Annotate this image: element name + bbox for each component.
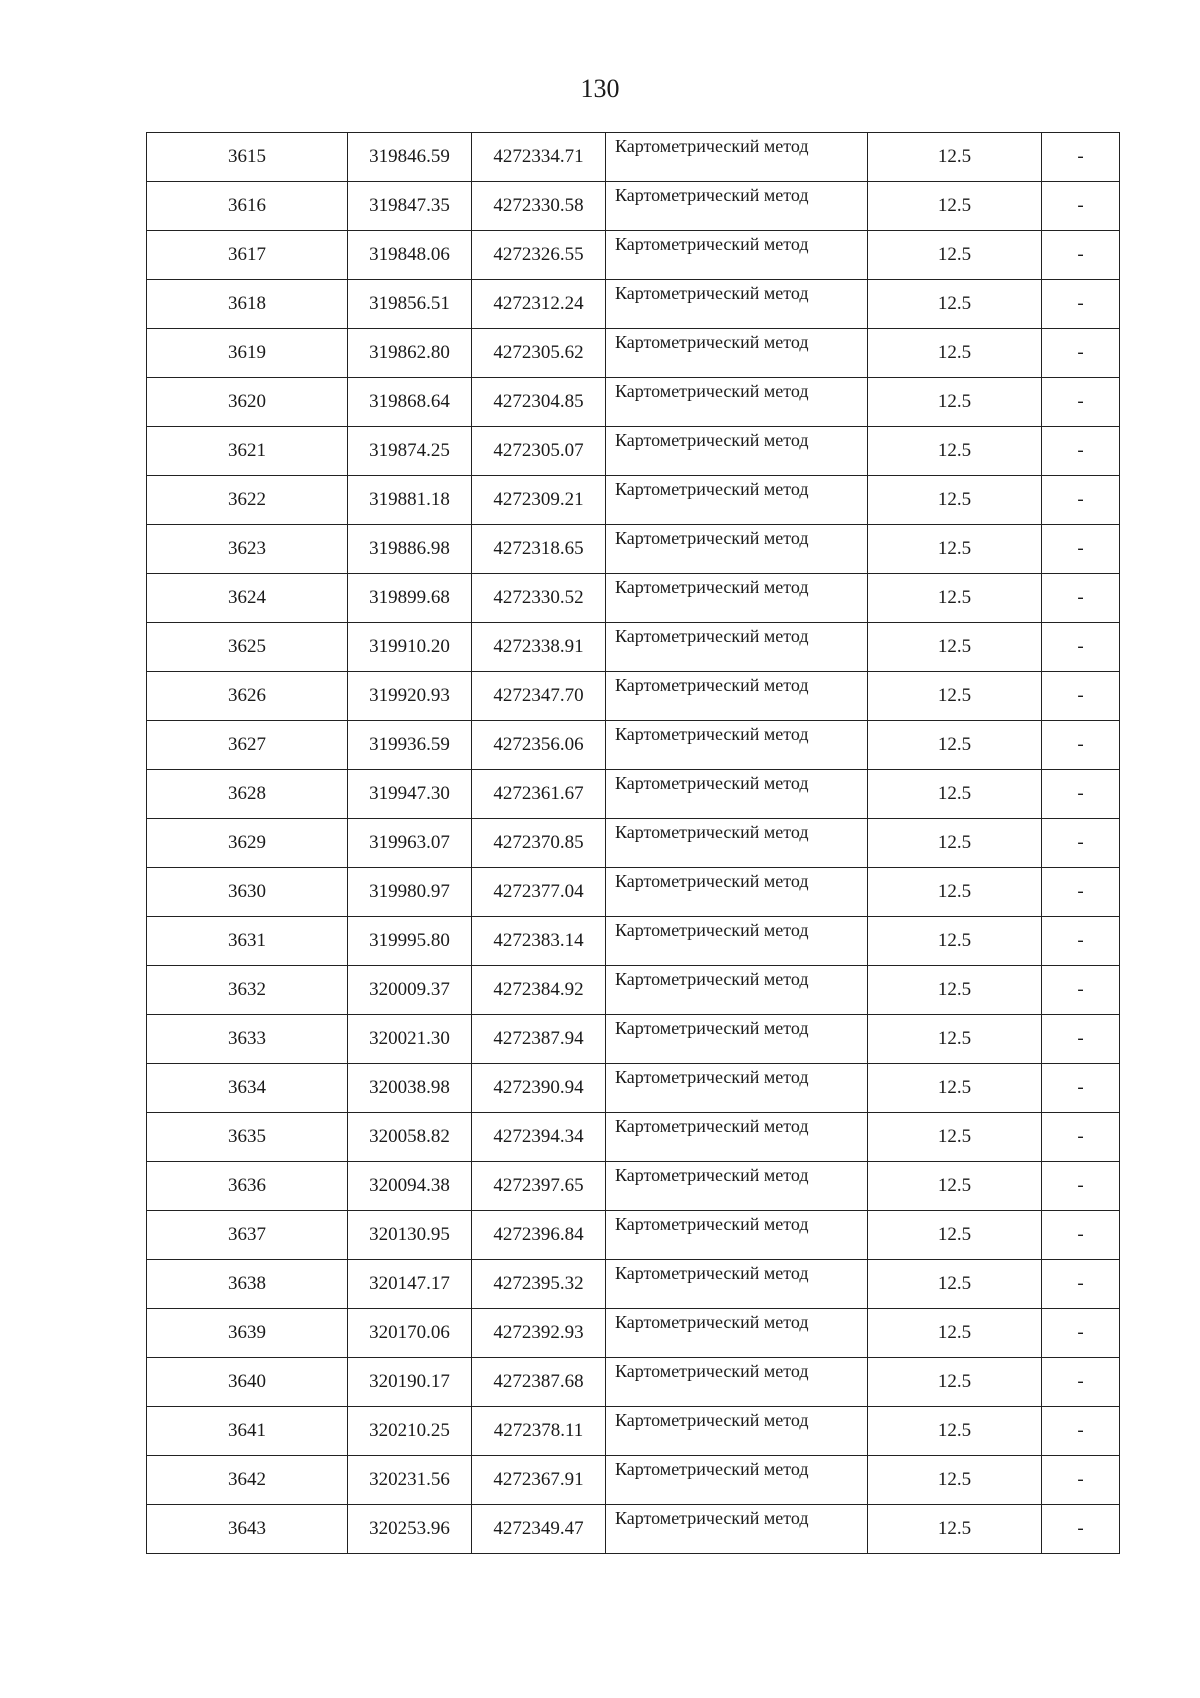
method-cell: Картометрический метод [606,819,868,868]
method-cell: Картометрический метод [606,525,868,574]
point-number-cell: 3626 [147,672,348,721]
method-cell: Картометрический метод [606,672,868,721]
table-row [147,427,1120,476]
extra-cell: - [1042,427,1120,476]
accuracy-cell: 12.5 [868,672,1042,721]
method-cell: Картометрический метод [606,966,868,1015]
point-number-cell: 3636 [147,1162,348,1211]
x-coordinate-cell: 320210.25 [348,1407,472,1456]
y-coordinate-cell: 4272304.85 [472,378,606,427]
method-cell: Картометрический метод [606,917,868,966]
table-row [147,182,1120,231]
table-row [147,868,1120,917]
method-cell: Картометрический метод [606,868,868,917]
x-coordinate-cell: 319910.20 [348,623,472,672]
extra-cell: - [1042,574,1120,623]
accuracy-cell: 12.5 [868,280,1042,329]
point-number-cell: 3637 [147,1211,348,1260]
x-coordinate-cell: 319886.98 [348,525,472,574]
x-coordinate-cell: 319995.80 [348,917,472,966]
method-cell: Картометрический метод [606,1309,868,1358]
y-coordinate-cell: 4272367.91 [472,1456,606,1505]
method-cell: Картометрический метод [606,1407,868,1456]
table-row [147,133,1120,182]
x-coordinate-cell: 320094.38 [348,1162,472,1211]
point-number-cell: 3639 [147,1309,348,1358]
method-cell: Картометрический метод [606,476,868,525]
extra-cell: - [1042,231,1120,280]
table-row [147,1260,1120,1309]
accuracy-cell: 12.5 [868,966,1042,1015]
x-coordinate-cell: 319963.07 [348,819,472,868]
table-row [147,623,1120,672]
x-coordinate-cell: 320130.95 [348,1211,472,1260]
table-row [147,1358,1120,1407]
y-coordinate-cell: 4272383.14 [472,917,606,966]
y-coordinate-cell: 4272330.58 [472,182,606,231]
extra-cell: - [1042,133,1120,182]
point-number-cell: 3631 [147,917,348,966]
table-row [147,721,1120,770]
table-row [147,1113,1120,1162]
table-row [147,1505,1120,1554]
accuracy-cell: 12.5 [868,770,1042,819]
x-coordinate-cell: 320253.96 [348,1505,472,1554]
method-cell: Картометрический метод [606,1015,868,1064]
y-coordinate-cell: 4272377.04 [472,868,606,917]
extra-cell: - [1042,1407,1120,1456]
x-coordinate-cell: 320058.82 [348,1113,472,1162]
table-row [147,574,1120,623]
accuracy-cell: 12.5 [868,329,1042,378]
method-cell: Картометрический метод [606,1358,868,1407]
extra-cell: - [1042,721,1120,770]
method-cell: Картометрический метод [606,329,868,378]
accuracy-cell: 12.5 [868,476,1042,525]
table-row [147,1015,1120,1064]
method-cell: Картометрический метод [606,1064,868,1113]
x-coordinate-cell: 319947.30 [348,770,472,819]
table-row [147,966,1120,1015]
y-coordinate-cell: 4272334.71 [472,133,606,182]
y-coordinate-cell: 4272338.91 [472,623,606,672]
method-cell: Картометрический метод [606,574,868,623]
accuracy-cell: 12.5 [868,574,1042,623]
point-number-cell: 3621 [147,427,348,476]
point-number-cell: 3625 [147,623,348,672]
extra-cell: - [1042,378,1120,427]
y-coordinate-cell: 4272387.94 [472,1015,606,1064]
extra-cell: - [1042,1162,1120,1211]
y-coordinate-cell: 4272397.65 [472,1162,606,1211]
table-row [147,917,1120,966]
point-number-cell: 3635 [147,1113,348,1162]
x-coordinate-cell: 320170.06 [348,1309,472,1358]
extra-cell: - [1042,917,1120,966]
x-coordinate-cell: 320038.98 [348,1064,472,1113]
y-coordinate-cell: 4272390.94 [472,1064,606,1113]
method-cell: Картометрический метод [606,1113,868,1162]
accuracy-cell: 12.5 [868,1015,1042,1064]
point-number-cell: 3622 [147,476,348,525]
y-coordinate-cell: 4272384.92 [472,966,606,1015]
table-row [147,672,1120,721]
point-number-cell: 3629 [147,819,348,868]
accuracy-cell: 12.5 [868,623,1042,672]
point-number-cell: 3627 [147,721,348,770]
x-coordinate-cell: 320147.17 [348,1260,472,1309]
extra-cell: - [1042,1015,1120,1064]
table-row [147,1456,1120,1505]
x-coordinate-cell: 320009.37 [348,966,472,1015]
method-cell: Картометрический метод [606,378,868,427]
extra-cell: - [1042,770,1120,819]
x-coordinate-cell: 320190.17 [348,1358,472,1407]
accuracy-cell: 12.5 [868,721,1042,770]
table-row [147,525,1120,574]
extra-cell: - [1042,182,1120,231]
accuracy-cell: 12.5 [868,1260,1042,1309]
extra-cell: - [1042,280,1120,329]
method-cell: Картометрический метод [606,1260,868,1309]
accuracy-cell: 12.5 [868,1505,1042,1554]
y-coordinate-cell: 4272305.07 [472,427,606,476]
extra-cell: - [1042,329,1120,378]
accuracy-cell: 12.5 [868,819,1042,868]
x-coordinate-cell: 319936.59 [348,721,472,770]
point-number-cell: 3620 [147,378,348,427]
point-number-cell: 3641 [147,1407,348,1456]
x-coordinate-cell: 320231.56 [348,1456,472,1505]
point-number-cell: 3615 [147,133,348,182]
extra-cell: - [1042,525,1120,574]
accuracy-cell: 12.5 [868,182,1042,231]
x-coordinate-cell: 319899.68 [348,574,472,623]
y-coordinate-cell: 4272387.68 [472,1358,606,1407]
x-coordinate-cell: 319848.06 [348,231,472,280]
y-coordinate-cell: 4272396.84 [472,1211,606,1260]
method-cell: Картометрический метод [606,133,868,182]
y-coordinate-cell: 4272394.34 [472,1113,606,1162]
x-coordinate-cell: 319847.35 [348,182,472,231]
table-row [147,476,1120,525]
y-coordinate-cell: 4272312.24 [472,280,606,329]
extra-cell: - [1042,623,1120,672]
method-cell: Картометрический метод [606,1211,868,1260]
x-coordinate-cell: 319856.51 [348,280,472,329]
extra-cell: - [1042,476,1120,525]
table-row [147,378,1120,427]
accuracy-cell: 12.5 [868,231,1042,280]
coordinates-table [146,132,1120,1554]
extra-cell: - [1042,1456,1120,1505]
point-number-cell: 3628 [147,770,348,819]
table-row [147,770,1120,819]
x-coordinate-cell: 319862.80 [348,329,472,378]
extra-cell: - [1042,1358,1120,1407]
x-coordinate-cell: 320021.30 [348,1015,472,1064]
accuracy-cell: 12.5 [868,1113,1042,1162]
accuracy-cell: 12.5 [868,427,1042,476]
accuracy-cell: 12.5 [868,1211,1042,1260]
table-row [147,1309,1120,1358]
extra-cell: - [1042,1309,1120,1358]
x-coordinate-cell: 319920.93 [348,672,472,721]
x-coordinate-cell: 319846.59 [348,133,472,182]
accuracy-cell: 12.5 [868,1407,1042,1456]
point-number-cell: 3633 [147,1015,348,1064]
y-coordinate-cell: 4272356.06 [472,721,606,770]
extra-cell: - [1042,1064,1120,1113]
extra-cell: - [1042,1113,1120,1162]
y-coordinate-cell: 4272378.11 [472,1407,606,1456]
point-number-cell: 3642 [147,1456,348,1505]
y-coordinate-cell: 4272318.65 [472,525,606,574]
extra-cell: - [1042,819,1120,868]
point-number-cell: 3624 [147,574,348,623]
x-coordinate-cell: 319980.97 [348,868,472,917]
extra-cell: - [1042,1211,1120,1260]
method-cell: Картометрический метод [606,721,868,770]
accuracy-cell: 12.5 [868,378,1042,427]
table-row [147,280,1120,329]
extra-cell: - [1042,672,1120,721]
table-row [147,1407,1120,1456]
point-number-cell: 3619 [147,329,348,378]
extra-cell: - [1042,1505,1120,1554]
y-coordinate-cell: 4272326.55 [472,231,606,280]
accuracy-cell: 12.5 [868,1064,1042,1113]
accuracy-cell: 12.5 [868,1456,1042,1505]
method-cell: Картометрический метод [606,623,868,672]
y-coordinate-cell: 4272395.32 [472,1260,606,1309]
table-row [147,1064,1120,1113]
method-cell: Картометрический метод [606,770,868,819]
point-number-cell: 3618 [147,280,348,329]
method-cell: Картометрический метод [606,182,868,231]
y-coordinate-cell: 4272347.70 [472,672,606,721]
method-cell: Картометрический метод [606,1505,868,1554]
table-row [147,819,1120,868]
point-number-cell: 3638 [147,1260,348,1309]
extra-cell: - [1042,1260,1120,1309]
point-number-cell: 3632 [147,966,348,1015]
table-row [147,1162,1120,1211]
extra-cell: - [1042,868,1120,917]
method-cell: Картометрический метод [606,427,868,476]
y-coordinate-cell: 4272309.21 [472,476,606,525]
x-coordinate-cell: 319868.64 [348,378,472,427]
method-cell: Картометрический метод [606,1162,868,1211]
y-coordinate-cell: 4272370.85 [472,819,606,868]
method-cell: Картометрический метод [606,280,868,329]
point-number-cell: 3643 [147,1505,348,1554]
accuracy-cell: 12.5 [868,133,1042,182]
accuracy-cell: 12.5 [868,1162,1042,1211]
point-number-cell: 3616 [147,182,348,231]
table-row [147,1211,1120,1260]
table-row [147,231,1120,280]
accuracy-cell: 12.5 [868,525,1042,574]
coordinates-table-body [147,133,1120,1554]
method-cell: Картометрический метод [606,1456,868,1505]
y-coordinate-cell: 4272349.47 [472,1505,606,1554]
extra-cell: - [1042,966,1120,1015]
table-row [147,329,1120,378]
y-coordinate-cell: 4272361.67 [472,770,606,819]
x-coordinate-cell: 319874.25 [348,427,472,476]
page-number: 130 [580,74,620,103]
accuracy-cell: 12.5 [868,868,1042,917]
method-cell: Картометрический метод [606,231,868,280]
x-coordinate-cell: 319881.18 [348,476,472,525]
point-number-cell: 3630 [147,868,348,917]
y-coordinate-cell: 4272330.52 [472,574,606,623]
point-number-cell: 3640 [147,1358,348,1407]
accuracy-cell: 12.5 [868,1309,1042,1358]
point-number-cell: 3617 [147,231,348,280]
y-coordinate-cell: 4272305.62 [472,329,606,378]
point-number-cell: 3623 [147,525,348,574]
y-coordinate-cell: 4272392.93 [472,1309,606,1358]
accuracy-cell: 12.5 [868,1358,1042,1407]
accuracy-cell: 12.5 [868,917,1042,966]
point-number-cell: 3634 [147,1064,348,1113]
